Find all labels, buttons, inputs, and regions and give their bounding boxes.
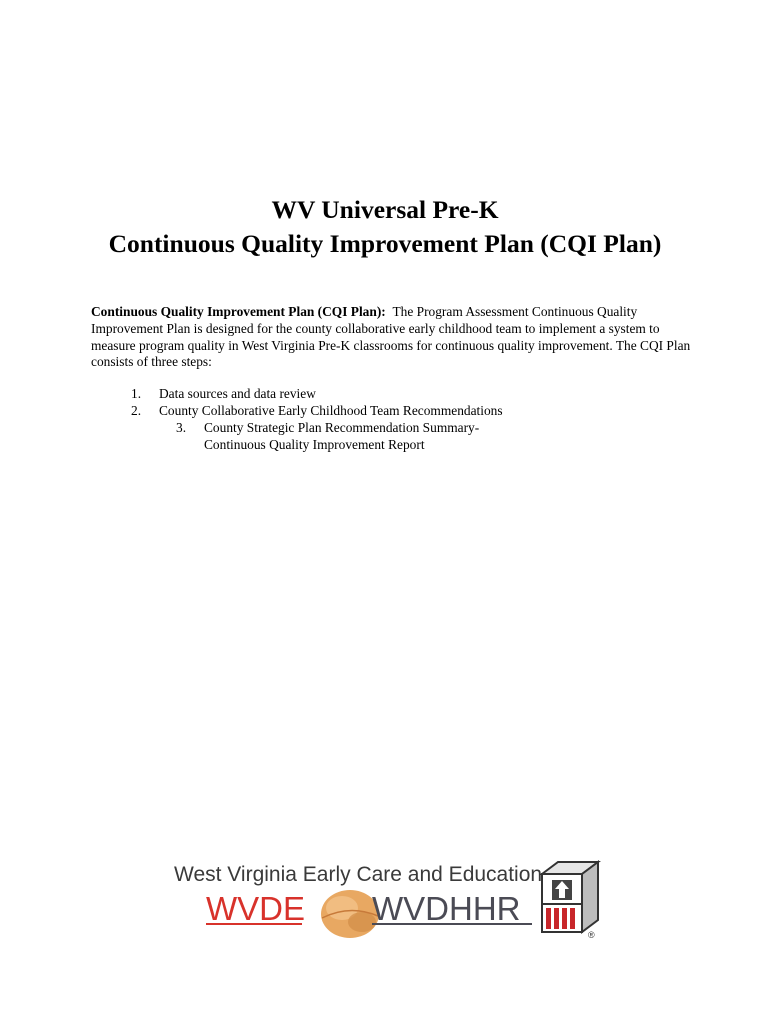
step-text-continued: Continuous Quality Improvement Report (204, 437, 425, 452)
step-text: Data sources and data review (159, 386, 316, 401)
handshake-icon (321, 890, 379, 938)
registered-mark: ® (588, 930, 595, 940)
building-blocks-icon (542, 862, 598, 932)
logo-wvde: WVDE (206, 890, 305, 927)
step-number: 3. (176, 420, 187, 435)
wv-early-care-logo (170, 856, 610, 941)
intro-lead: Continuous Quality Improvement Plan (CQI Plan): (91, 304, 386, 319)
logo-wvdhhr: WVDHHR (372, 890, 521, 927)
step-number: 1. (131, 386, 142, 401)
document-title (0, 193, 770, 261)
step-text: County Strategic Plan Recommendation Summary- (204, 420, 480, 435)
step-text: County Collaborative Early Childhood Team Recommendations (159, 403, 503, 418)
step-number: 2. (131, 403, 142, 418)
title-line-1: WV Universal Pre-K (271, 195, 499, 224)
intro-body: The Program Assessment Continuous Quality Improvement Plan is designed for the county collaborative early childhood team to implement a system to measure program quality in West Virginia Pre-K classrooms for continuous quality improvement. The CQI Plan consists of three steps: (91, 304, 691, 370)
logo-heading: West Virginia Early Care and Education (174, 863, 543, 886)
intro-paragraph (91, 304, 691, 371)
title-line-2: Continuous Quality Improvement Plan (CQI Plan) (108, 229, 662, 258)
